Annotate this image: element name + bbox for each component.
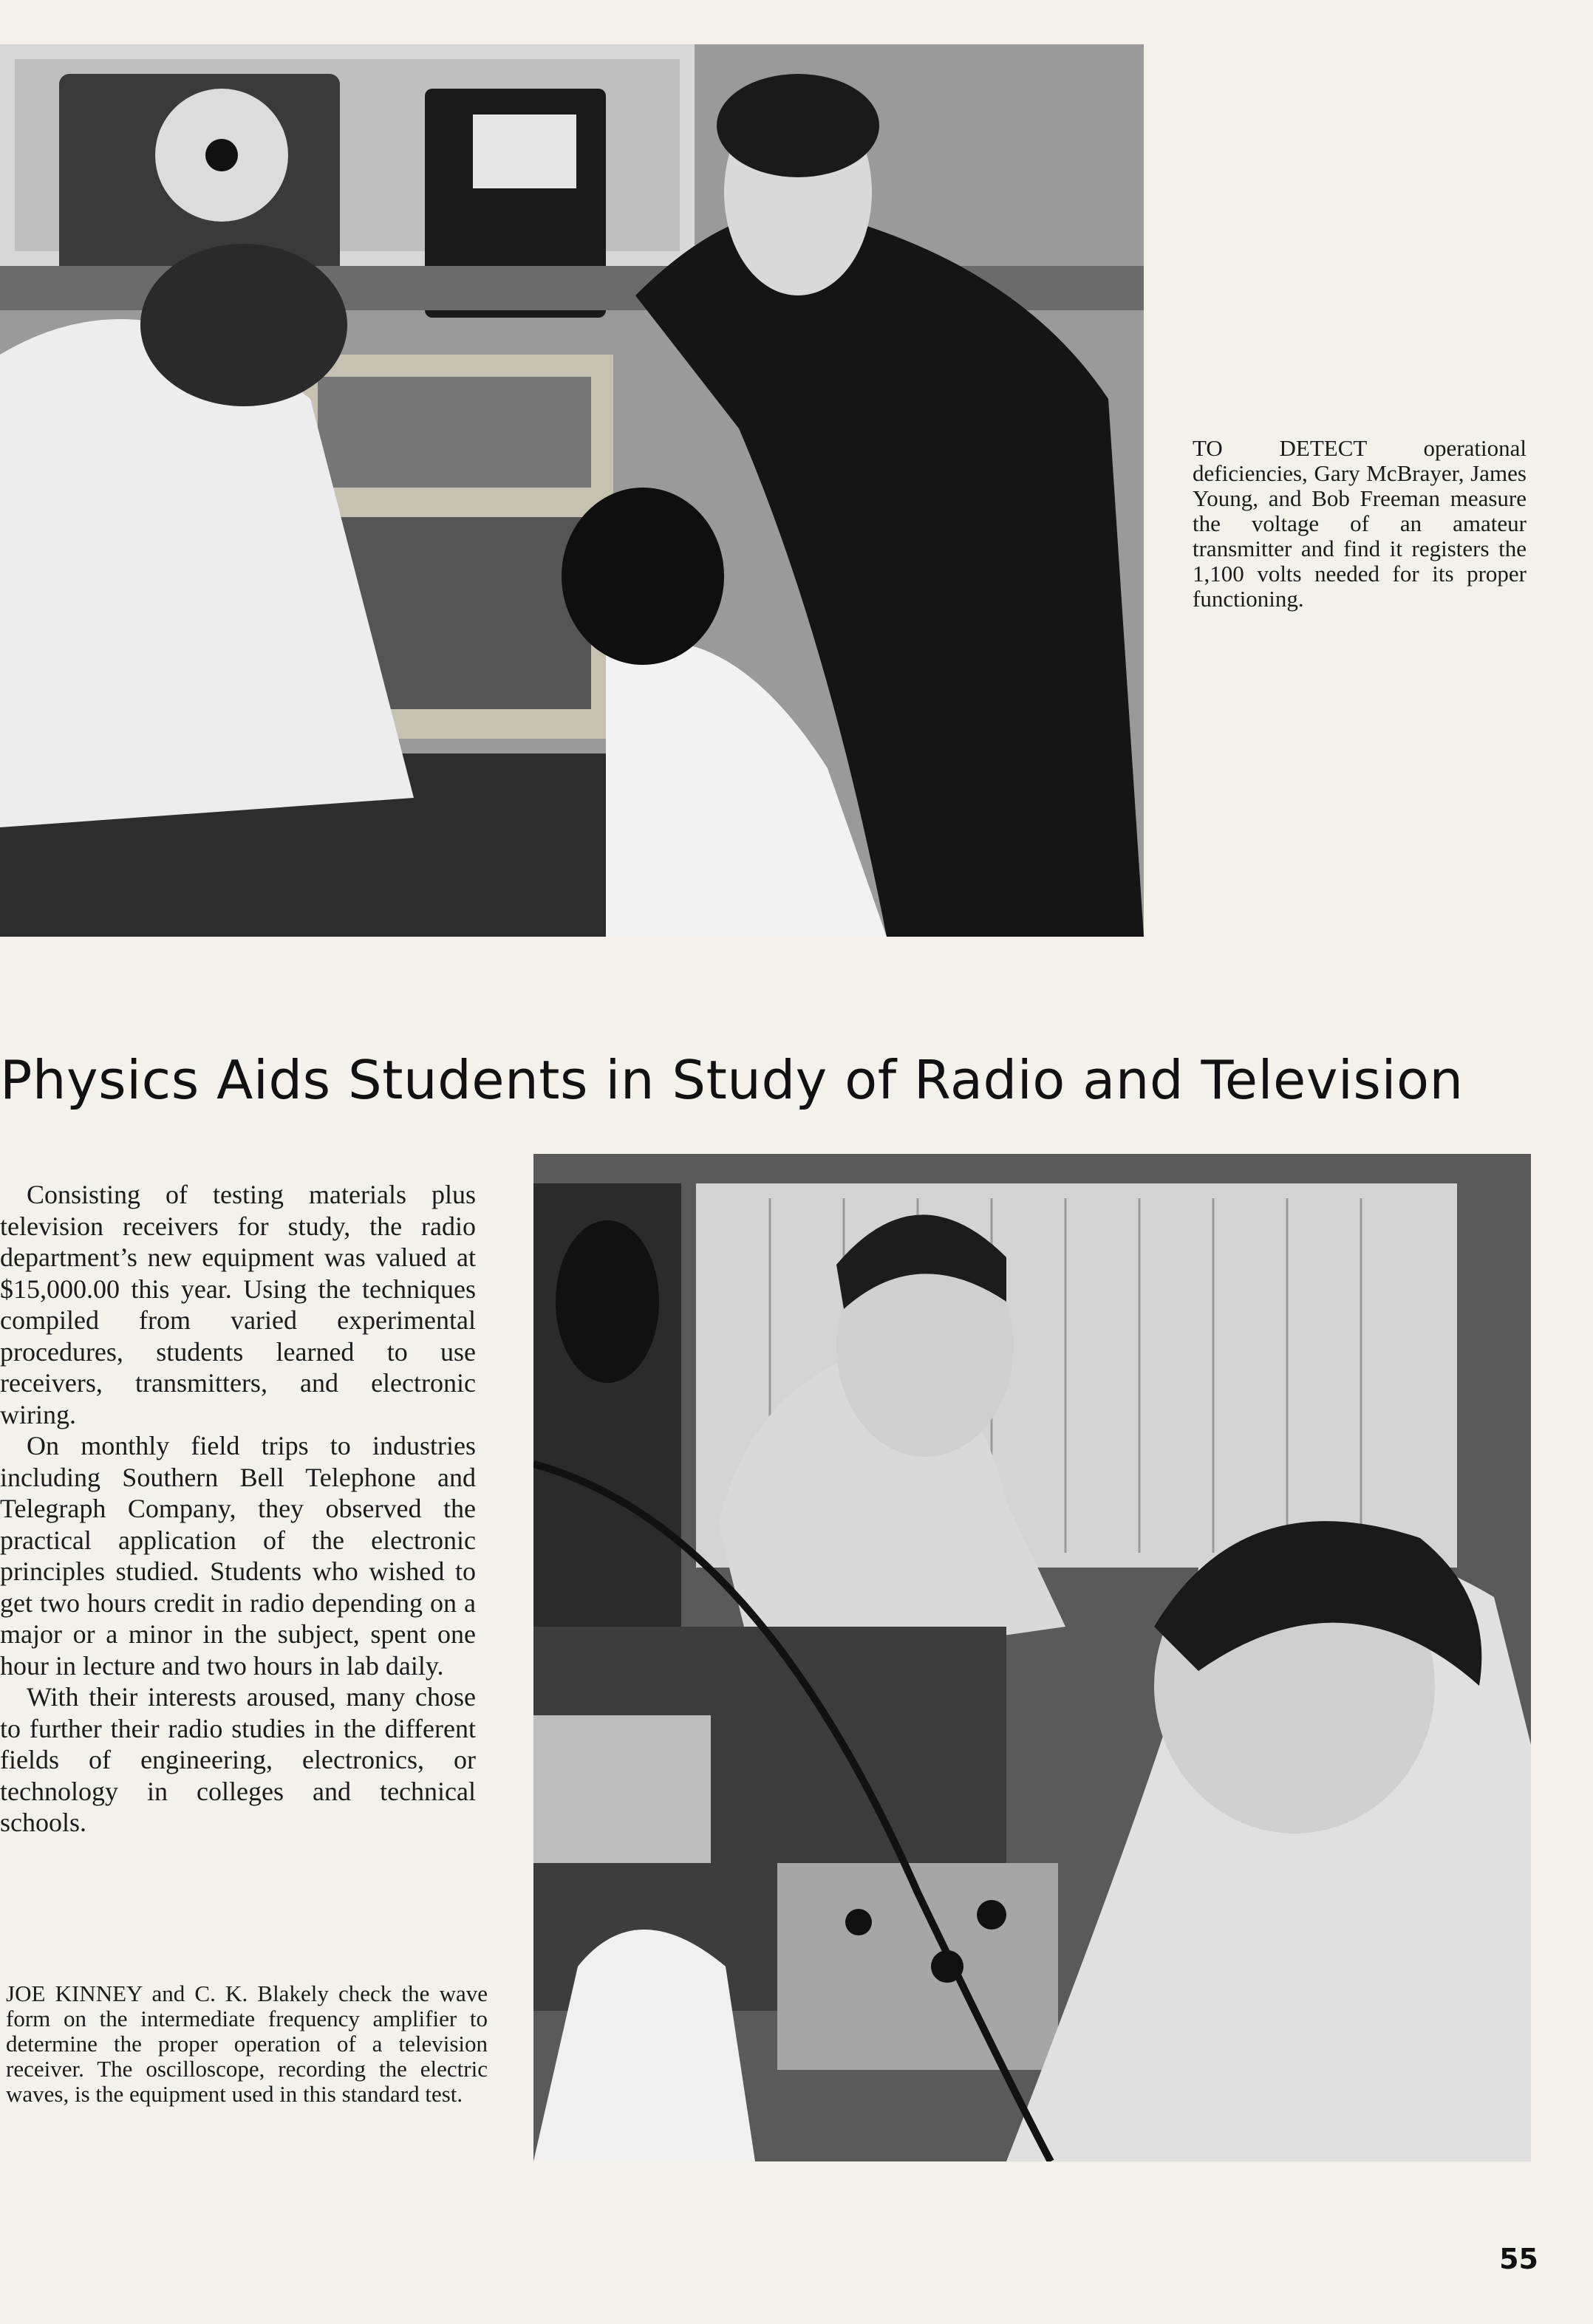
photo-transmitter-students (0, 44, 1144, 937)
oscilloscope-photo-graphic (533, 1154, 1531, 2161)
article-headline: Physics Aids Students in Study of Radio and Television (0, 1049, 1464, 1111)
article-paragraph: On monthly field trips to industries including Southern Bell Telephone and Telegraph Company, they observed the practical application of the electronic principles studied. Students who wished to get two hours credit in radio depending on a major or a minor in the subject, spent one hour in lecture and two hours in lab daily. (0, 1431, 476, 1681)
bottom-photo-caption: JOE KINNEY and C. K. Blakely check the wave form on the intermediate frequency amplifier to determine the proper operation of a television receiver. The oscilloscope, recording the electric waves, is the equipment used in this standard test. (6, 1980, 488, 2107)
photo-oscilloscope-students (533, 1154, 1531, 2161)
article-body (0, 1179, 476, 1839)
transmitter-photo-graphic (0, 44, 1144, 937)
article-paragraph: Consisting of testing materials plus television receivers for study, the radio department’s new equipment was valued at $15,000.00 this year. Using the techniques compiled from varied experimental procedures, students learned to use receivers, transmitters, and electronic wiring. (0, 1180, 476, 1429)
page-number: 55 (1499, 2243, 1538, 2275)
article-paragraph: With their interests aroused, many chose to further their radio studies in the different fields of engineering, electronics, or technology in colleges and technical schools. (0, 1682, 476, 1837)
top-photo-caption: TO DETECT operational deficiencies, Gary McBrayer, James Young, and Bob Freeman measure the voltage of an amateur transmitter and find it registers the 1,100 volts needed for its proper functioning. (1193, 435, 1527, 612)
